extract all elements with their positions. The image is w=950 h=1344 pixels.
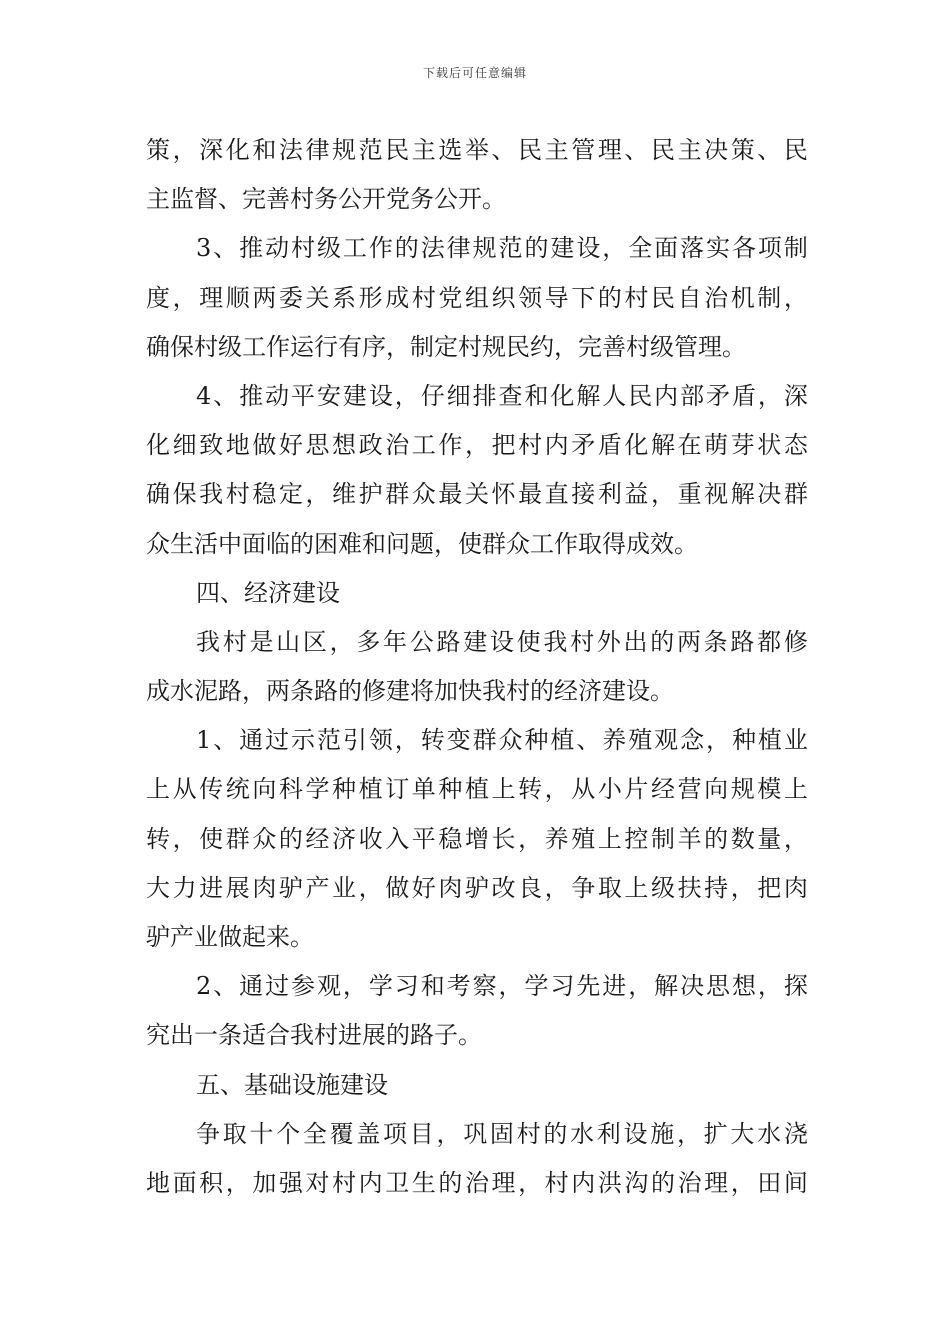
text-line: 确 保 我 村 稳 定 ， 维 护 群 众 最 关 怀 最 直 接 利 益 ， 重 视 解 决 群: [146, 480, 808, 509]
text-line: 争 取 十 个 全 覆 盖 项 目 ， 巩 固 村 的 水 利 设 施 ， 扩 大 水 浇: [196, 1119, 808, 1148]
text-line: 策 ， 深 化 和 法 律 规 范 民 主 选 举 、 民 主 管 理 、 民 主 决 策 、 民: [146, 136, 808, 164]
text-line: 主监督、完善村务公开党务公开。: [146, 185, 506, 214]
text-line: 地 面 积 ， 加 强 对 村 内 卫 生 的 治 理 ， 村 内 洪 沟 的 治 理 ， 田 间: [146, 1168, 808, 1197]
text-line: 3 、 推 动 村 级 工 作 的 法 律 规 范 的 建 设 ， 全 面 落 实 各 项 制: [196, 234, 808, 263]
text-line: 众生活中面临的困难和问题，使群众工作取得成效。: [146, 529, 698, 558]
text-line: 4 、 推 动 平 安 建 设 ， 仔 细 排 查 和 化 解 人 民 内 部 矛 盾 ， 深: [196, 381, 808, 410]
text-line: 大 力 进 展 肉 驴 产 业 ， 做 好 肉 驴 改 良 ， 争 取 上 级 扶 持 ， 把 肉: [146, 873, 808, 902]
text-line: 转 ， 使 群 众 的 经 济 收 入 平 稳 增 长 ， 养 殖 上 控 制 羊 的 数 量 ，: [146, 824, 808, 853]
header-note: 下载后可任意编辑: [422, 66, 527, 80]
text-line: 1 、 通 过 示 范 引 领 ， 转 变 群 众 种 植 、 养 殖 观 念 ， 种 植 业: [196, 726, 808, 755]
text-line: 上 从 传 统 向 科 学 种 植 订 单 种 植 上 转 ， 从 小 片 经 营 向 规 模 上: [146, 775, 808, 804]
text-line: 化 细 致 地 做 好 思 想 政 治 工 作 ， 把 村 内 矛 盾 化 解 在 萌 芽 状 态: [146, 431, 808, 460]
text-line: 确保村级工作运行有序，制定村规民约，完善村级管理。: [146, 332, 746, 361]
text-line: 五、基础设施建设: [196, 1070, 388, 1099]
body-text: [146, 126, 808, 1208]
text-line: 四、经济建设: [196, 578, 340, 607]
text-line: 我 村 是 山 区 ， 多 年 公 路 建 设 使 我 村 外 出 的 两 条 路 都 修: [196, 627, 808, 656]
text-line: 成水泥路，两条路的修建将加快我村的经济建设。: [146, 677, 674, 706]
text-line: 驴产业做起来。: [146, 923, 314, 951]
text-line: 究出一条适合我村进展的路子。: [146, 1021, 482, 1050]
text-line: 度 ， 理 顺 两 委 关 系 形 成 村 党 组 织 领 导 下 的 村 民 自 治 机 制 ，: [146, 283, 808, 312]
text-line: 2 、 通 过 参 观 ， 学 习 和 考 察 ， 学 习 先 进 ， 解 决 思 想 ， 探: [196, 972, 808, 1001]
